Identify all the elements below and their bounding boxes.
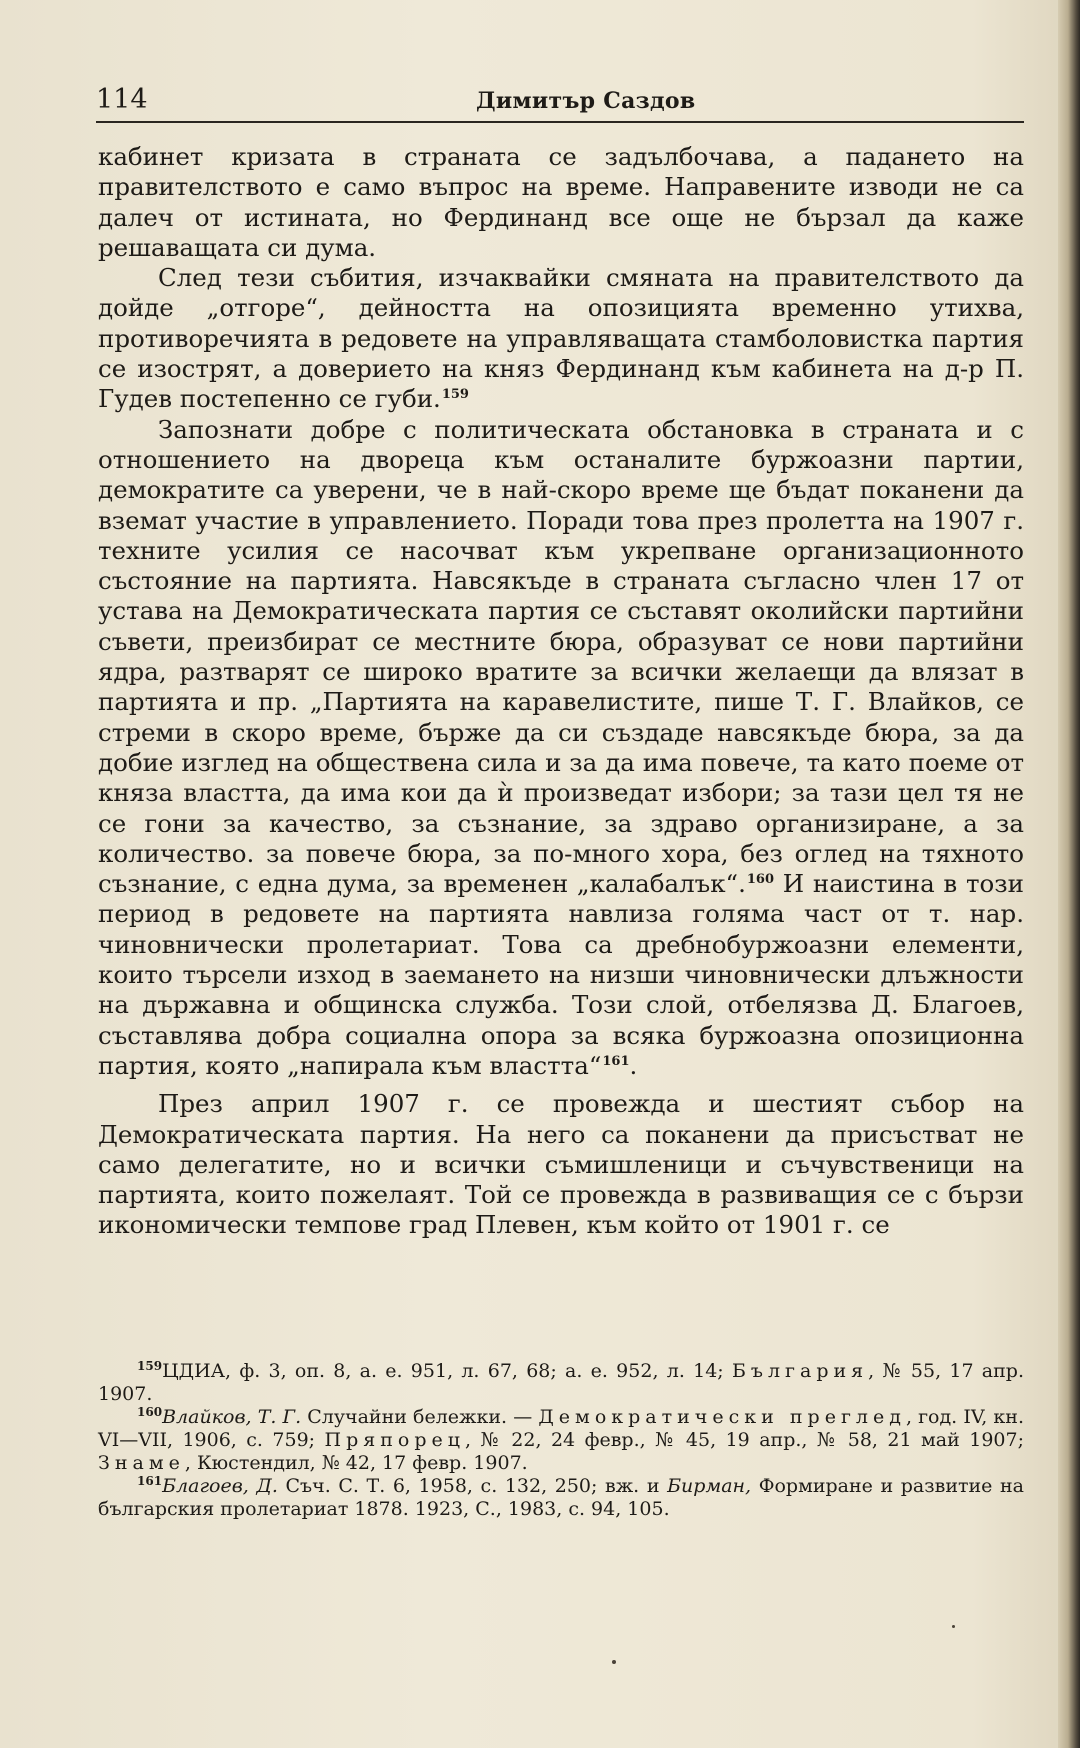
footnote-number: 161 [137, 1474, 163, 1488]
paper-speck [612, 1660, 616, 1664]
footnote-author: Бирман, [667, 1475, 752, 1497]
footnote-text: , Кюстендил, № 42, 17 февр. 1907. [184, 1452, 528, 1474]
footnote-160 [98, 1406, 1024, 1475]
paragraph-2-text: След тези събития, изчаквайки смяната на правителството да дойде „отгоре“, дейността на опозицията временно утихва, противоречията в редовете на управляващата стамболовистка партия се изострят, а доверието на княз Фердинанд към кабинета на д-р П. Гудев постепенно се губи. [98, 263, 1024, 414]
main-text [98, 142, 1024, 1241]
header-rule [96, 121, 1024, 123]
paragraph-1-text: кабинет кризата в страната се задълбочава, а падането на правителството е само въпрос на време. Направените изводи не са далеч от истината, но Фердинанд все още не бързал да каже решаващата си дума. [98, 142, 1024, 262]
footnotes [98, 1360, 1024, 1521]
footnote-number: 159 [137, 1359, 163, 1373]
page-number: 114 [96, 84, 148, 115]
footnote-source-title: Демократически преглед [538, 1406, 906, 1428]
footnote-text: Случайни бележки. — [301, 1406, 539, 1428]
footnote-source-title: Знаме [98, 1452, 185, 1474]
footnote-author: Благоев, Д. [162, 1475, 278, 1497]
footnote-source-title: България [731, 1360, 869, 1382]
paper-speck [952, 1625, 955, 1628]
footnote-text: ЦДИА, ф. 3, оп. 8, а. е. 951, л. 67, 68; а. е. 952, л. 14; [162, 1360, 732, 1382]
footnote-text: , год. IV, кн. VI—VII, 1906, с. 759; [98, 1406, 1024, 1451]
footnote-ref-161: 161 [602, 1053, 630, 1069]
footnote-161 [98, 1475, 1024, 1521]
footnote-number: 160 [137, 1405, 163, 1419]
footnote-author: Влайков, Т. Г. [162, 1406, 302, 1428]
footnote-text: , № 55, 17 апр. 1907. [98, 1360, 1024, 1405]
paragraph-2 [98, 263, 1024, 414]
footnote-159 [98, 1360, 1024, 1406]
paragraph-3-text-a: Запознати добре с политическата обстановка в страната и с отношението на двореца към останалите буржоазни партии, демократите са уверени, че в най-скоро време ще бъдат поканени да вземат участие в управлението. Поради това през пролетта на 1907 г. техните усилия се насочват към укрепване организационното състояние на партията. Навсякъде в страната съгласно член 17 от устава на Демократическата партия се съставят околийски партийни съвети, преизбират се местните бюра, образуват се нови партийни ядра, разтварят се широко вратите за всички желаещи да влязат в партията и пр. „Партията на каравелистите, пише Т. Г. Влайков, се стреми в скоро време, бърже да си създаде навсякъде бюра, за да добие изглед на обществена сила и за да има повече, та като поеме от княза властта, да има кои да ѝ произведат избори; за тази цел тя не се гони за качество, за съзнание, за здраво организиране, а за количество. за повече бюра, за по-много хора, без оглед на тяхното съзнание, с една дума, за временен „калабалък“. [98, 414, 1024, 899]
paragraph-3-text-c: . [629, 1050, 638, 1080]
footnote-text: , № 22, 24 февр., № 45, 19 апр., № 58, 21 май 1907; [464, 1429, 1024, 1451]
paragraph-4-text: През април 1907 г. се провежда и шестият събор на Демократическата партия. На него са поканени да присъстват не само делегатите, но и всички съмишленици и съчувственици на партията, които пожелаят. Той се провежда в развиващия се с бързи икономически темпове град Плевен, към който от 1901 г. се [98, 1089, 1024, 1240]
footnote-text: Формиране и развитие на българския пролетариат 1878. 1923, С., 1983, с. 94, 105. [98, 1475, 1024, 1520]
footnote-text: Съч. С. Т. 6, 1958, с. 132, 250; вж. и [277, 1475, 668, 1497]
paragraph-3 [98, 415, 1024, 1082]
paragraph-1 [98, 142, 1024, 263]
page-header [96, 82, 1024, 118]
footnote-source-title: Пряпорец [324, 1429, 465, 1451]
footnote-ref-159: 159 [441, 387, 469, 403]
paragraph-3-text-b: И наистина в този период в редовете на партията навлиза голяма част от т. нар. чиновнически пролетариат. Това са дребнобуржоазни елементи, които търсели изход в заемането на низши чиновнически длъжности на държавна и общинска служба. Този слой, отбелязва Д. Благоев, съставлява добра социална опора за всяка буржоазна опозиционна партия, която „напирала към властта“ [98, 869, 1024, 1080]
page-edge-shadow [1058, 0, 1080, 1748]
paragraph-4 [98, 1089, 1024, 1240]
running-head-author: Димитър Саздов [476, 88, 696, 114]
footnote-ref-160: 160 [746, 872, 774, 888]
